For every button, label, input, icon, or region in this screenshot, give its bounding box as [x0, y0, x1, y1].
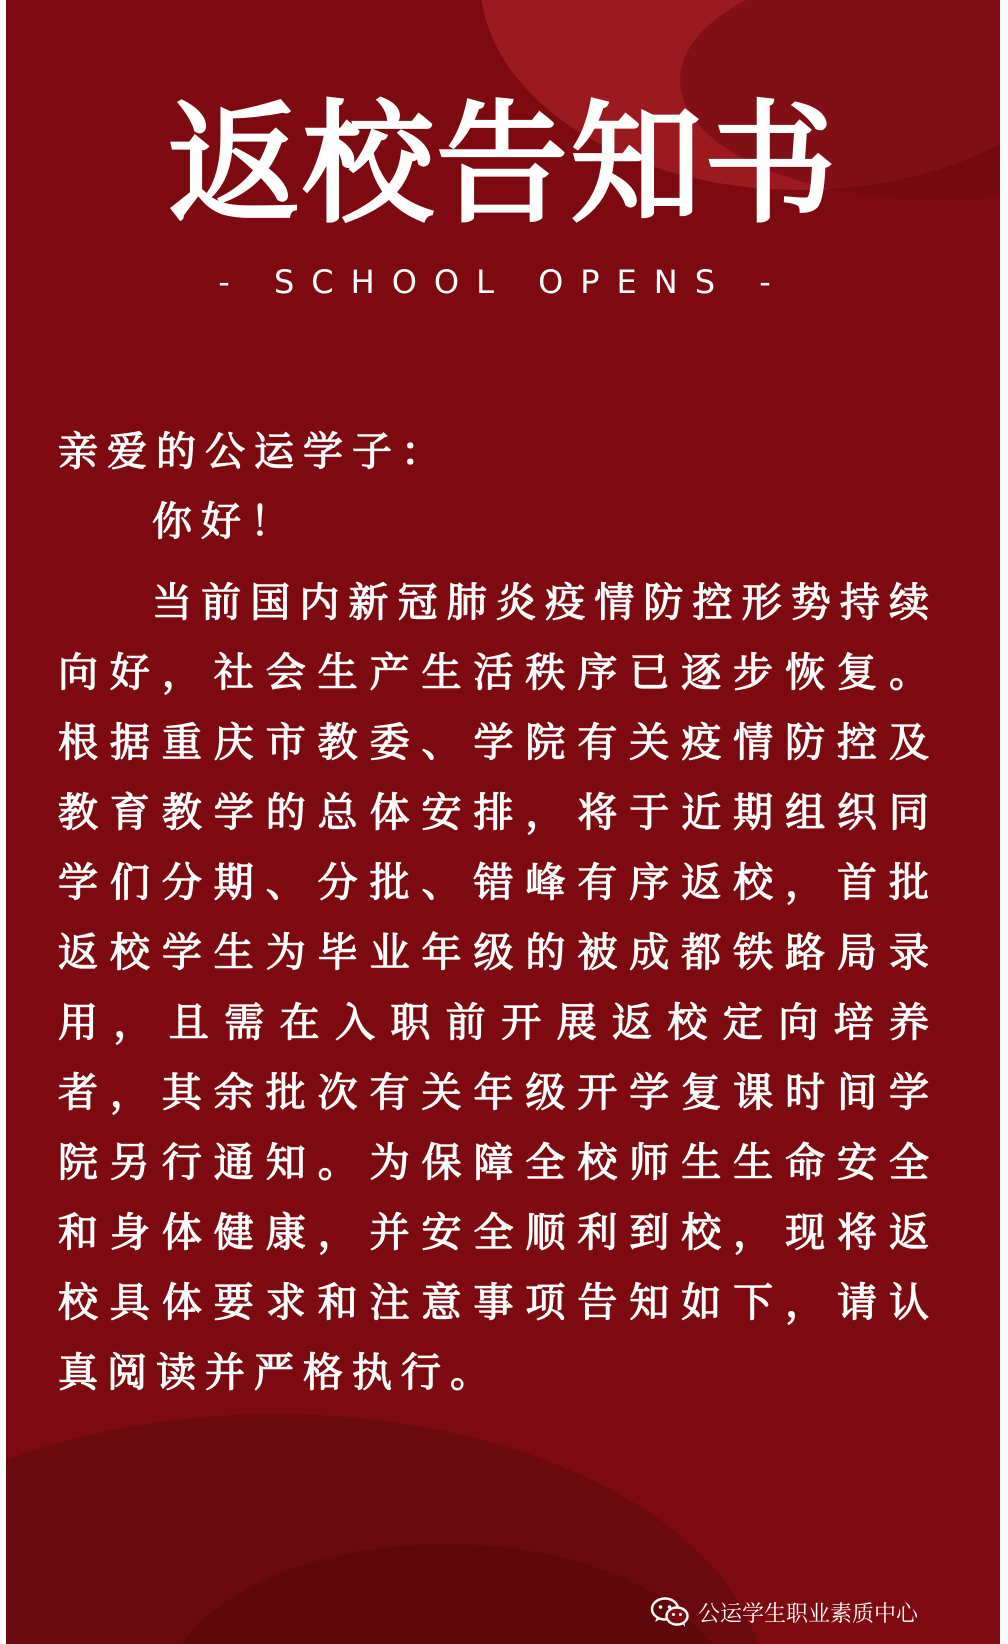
- letter-body: [58, 430, 938, 1408]
- letter-greeting: 亲爱的公运学子：: [58, 428, 450, 475]
- account-watermark: [650, 1592, 918, 1632]
- letter-salutation: 你好！: [152, 498, 299, 545]
- poster: [6, 0, 1000, 1644]
- letter-paragraph: 当前国内新冠肺炎疫情防控形势持续向好，社会生产生活秩序已逐步恢复。根据重庆市教委、学院有关疫情防控及教育教学的总体安排，将于近期组织同学们分期、分批、错峰有序返校，首批返校学生为毕业年级的被成都铁路局录用，且需在入职前开展返校定向培养者，其余批次有关年级开学复课时间学院另行通知。为保障全校师生生命安全和身体健康，并安全顺利到校，现将返校具体要求和注意事项告知如下，请认真阅读并严格执行。: [58, 579, 938, 1396]
- page-subtitle: - SCHOOL OPENS -: [218, 263, 788, 301]
- wechat-icon: [650, 1596, 690, 1628]
- page-title: 返校告知书: [168, 87, 838, 242]
- account-name: 公运学生职业素质中心: [697, 1601, 918, 1627]
